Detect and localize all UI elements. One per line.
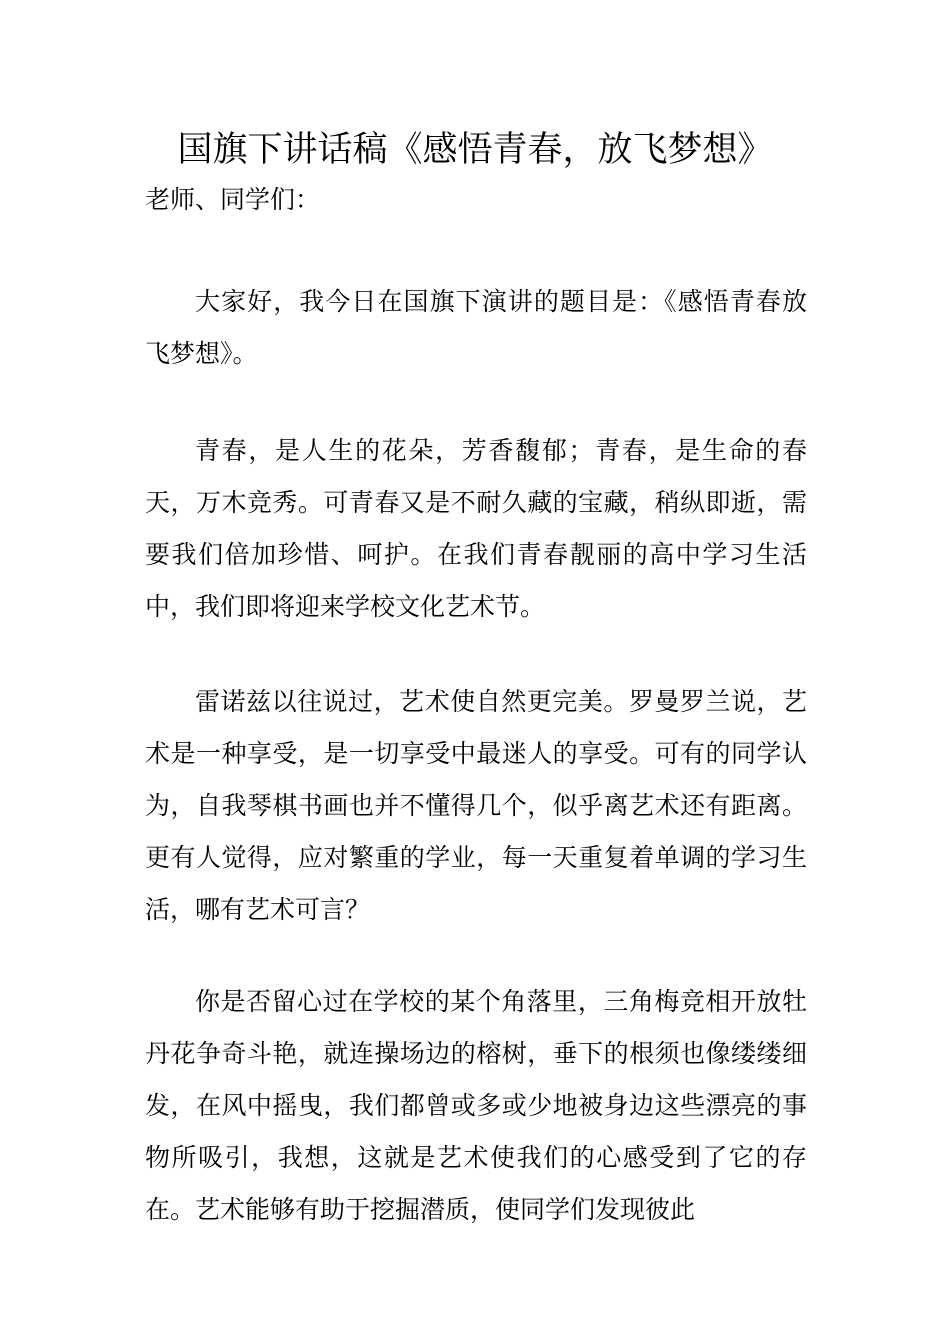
paragraph-1: 大家好，我今日在国旗下演讲的题目是：《感悟青春放飞梦想》。 <box>145 287 807 368</box>
paragraph-2: 青春，是人生的花朵，芳香馥郁；青春，是生命的春天，万木竞秀。可青春又是不耐久藏的宝藏，稍纵即逝，需要我们倍加珍惜、呵护。在我们青春靓丽的高中学习生活中，我们即将迎来学校文化艺术节。 <box>145 436 807 621</box>
salutation: 老师、同学们： <box>145 185 321 214</box>
paragraph-3: 雷诺兹以往说过，艺术使自然更完美。罗曼罗兰说，艺术是一种享受，是一切享受中最迷人的享受。可有的同学认为，自我琴棋书画也并不懂得几个，似乎离艺术还有距离。更有人觉得，应对繁重的学业，每一天重复着单调的学习生活，哪有艺术可言？ <box>145 687 807 924</box>
paragraph-4: 你是否留心过在学校的某个角落里，三角梅竞相开放牡丹花争奇斗艳，就连操场边的榕树，垂下的根须也像缕缕细发，在风中摇曳，我们都曾或多或少地被身边这些漂亮的事物所吸引，我想，这就是艺术使我们的心感受到了它的存在。艺术能够有助于挖掘潜质，使同学们发现彼此 <box>145 987 807 1224</box>
document-title: 国旗下讲话稿《感悟青春，放飞梦想》 <box>177 130 773 170</box>
